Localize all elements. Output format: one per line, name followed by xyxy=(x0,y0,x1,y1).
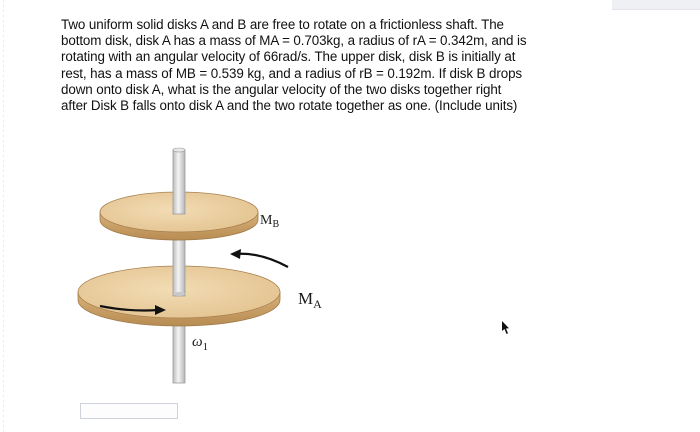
label-omega-1: $\omega_1$ xyxy=(192,334,209,353)
question-line-4: rest, has a mass of MB = 0.539 kg, and a radius of rB = 0.192m. If disk B drops xyxy=(61,65,523,81)
left-margin-guide xyxy=(3,0,4,432)
label-mass-a: $M_A$ xyxy=(298,289,322,311)
question-line-6: after Disk B falls onto disk A and the two rotate together as one. (Include units) xyxy=(61,98,518,114)
cursor-arrow-icon xyxy=(500,321,510,335)
question-line-3: rotating with an angular velocity of 66rad/s. The upper disk, disk B is initially at xyxy=(61,49,516,65)
question-line-5: down onto disk A, what is the angular velocity of the two disks together right xyxy=(61,81,502,97)
top-toolbar-strip xyxy=(612,0,700,10)
question-line-2: bottom disk, disk A has a mass of MA = 0.703kg, a radius of rA = 0.342m, and is xyxy=(61,33,527,49)
shaft-top xyxy=(173,150,185,214)
two-disk-figure xyxy=(60,140,380,390)
label-mass-b: $M_B$ xyxy=(260,213,280,230)
shaft-middle xyxy=(173,240,185,296)
rotation-arrow-upper xyxy=(230,249,288,267)
answer-input[interactable] xyxy=(80,403,178,419)
question-line-1: Two uniform solid disks A and B are free to rotate on a frictionless shaft. The xyxy=(61,17,504,32)
question-text xyxy=(61,17,621,114)
